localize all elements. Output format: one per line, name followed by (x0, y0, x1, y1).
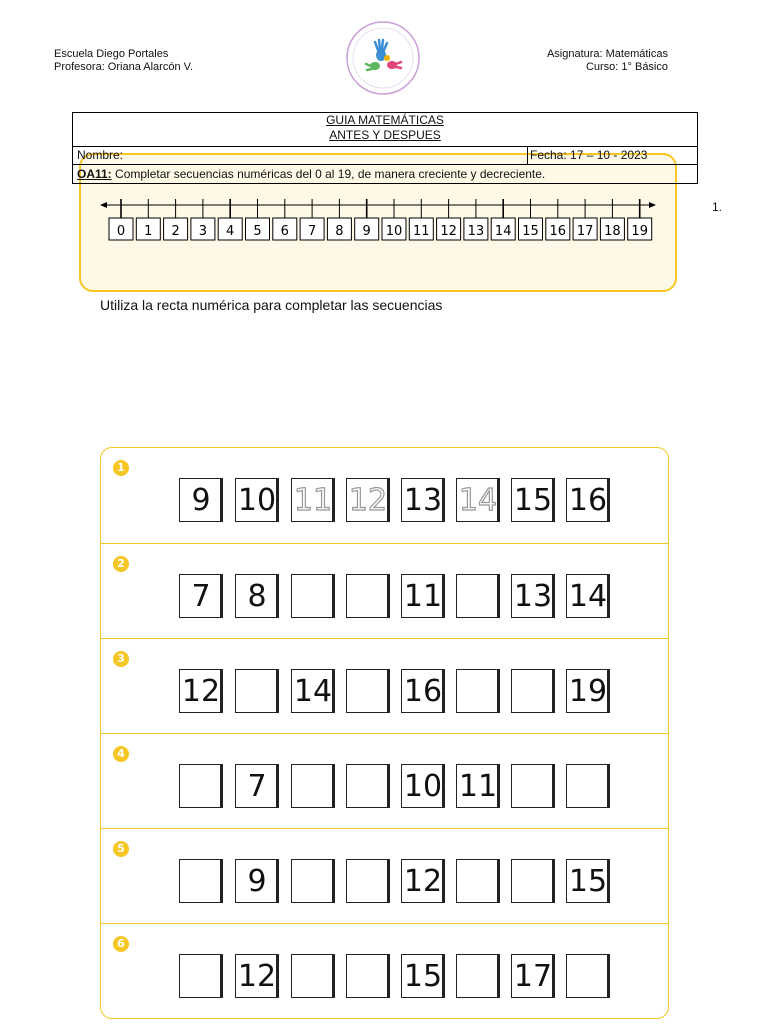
objective-code: OA11: (77, 167, 112, 181)
exercise-row (101, 448, 668, 543)
course-info (540, 48, 668, 74)
number-line-label: 2 (171, 224, 180, 239)
arrow-left-icon (100, 202, 107, 208)
answer-box[interactable] (456, 859, 500, 903)
answer-box[interactable] (511, 859, 555, 903)
given-number-box: 12 (179, 669, 223, 713)
answer-box[interactable] (456, 669, 500, 713)
exercise-row (101, 828, 668, 924)
number-line-label: 14 (494, 224, 512, 239)
teacher-name: Profesora: Oriana Alarcón V. (54, 61, 194, 73)
given-number-box: 12 (401, 859, 445, 903)
given-number-box: 7 (235, 764, 279, 808)
number-line-label: 18 (604, 224, 621, 239)
number-line-label: 10 (385, 224, 403, 239)
instruction-text: Utiliza la recta numérica para completar las secuencias (100, 297, 443, 313)
number-line-label: 11 (413, 224, 430, 239)
given-number-box: 12 (235, 954, 279, 998)
guide-header-table (72, 112, 698, 184)
given-number-box: 15 (566, 859, 610, 903)
answer-box[interactable] (346, 764, 390, 808)
answer-box[interactable] (566, 764, 610, 808)
answer-box[interactable] (291, 859, 335, 903)
answer-box[interactable] (179, 764, 223, 808)
number-line-label: 7 (307, 224, 317, 239)
exercise-row (101, 923, 668, 1019)
number-line-label: 8 (335, 224, 344, 239)
trace-number-box[interactable]: 11 (291, 478, 335, 522)
answer-box[interactable] (566, 954, 610, 998)
exercise-number-badge: 6 (113, 936, 129, 952)
given-number-box: 16 (566, 478, 610, 522)
name-row (73, 147, 697, 165)
school-name: Escuela Diego Portales (54, 48, 169, 60)
number-line-label: 13 (467, 224, 485, 239)
exercise-number-badge: 4 (113, 746, 129, 762)
answer-box[interactable] (291, 574, 335, 618)
given-number-box: 14 (566, 574, 610, 618)
answer-box[interactable] (291, 954, 335, 998)
guide-title: GUIA MATEMÁTICAS (326, 113, 444, 127)
date-label: Fecha: 17 – 10 - 2023 (527, 147, 698, 164)
school-info (54, 48, 193, 74)
answer-box[interactable] (179, 954, 223, 998)
given-number-box: 9 (179, 478, 223, 522)
number-line-label: 16 (549, 224, 567, 239)
given-number-box: 11 (456, 764, 500, 808)
exercise-panel (100, 447, 669, 1019)
trace-number-box[interactable]: 14 (456, 478, 500, 522)
number-line-label: 9 (362, 224, 371, 239)
given-number-box: 11 (401, 574, 445, 618)
item-number: 1. (712, 200, 723, 214)
number-line-label: 15 (522, 224, 539, 239)
arrow-right-icon (649, 202, 656, 208)
given-number-box: 13 (511, 574, 555, 618)
exercise-row (101, 733, 668, 829)
number-line-label: 0 (116, 224, 126, 239)
answer-box[interactable] (235, 669, 279, 713)
given-number-box: 7 (179, 574, 223, 618)
objective-text: Completar secuencias numéricas del 0 al 19, de manera creciente y decreciente. (115, 167, 546, 181)
answer-box[interactable] (179, 859, 223, 903)
answer-box[interactable] (346, 859, 390, 903)
given-number-box: 13 (401, 478, 445, 522)
exercise-row (101, 638, 668, 734)
given-number-box: 14 (291, 669, 335, 713)
exercise-number-badge: 3 (113, 651, 129, 667)
exercise-number-badge: 5 (113, 841, 129, 857)
grade: Curso: 1° Básico (585, 61, 668, 73)
number-line-label: 3 (198, 224, 208, 239)
number-line-label: 19 (631, 224, 648, 239)
name-label[interactable]: Nombre: (77, 148, 124, 162)
exercise-row (101, 543, 668, 639)
given-number-box: 10 (401, 764, 445, 808)
given-number-box: 17 (511, 954, 555, 998)
given-number-box: 8 (235, 574, 279, 618)
school-logo (345, 20, 421, 96)
number-line-label: 6 (280, 224, 289, 239)
answer-box[interactable] (346, 669, 390, 713)
number-line-label: 1 (144, 224, 153, 239)
subject: Asignatura: Matemáticas (546, 48, 668, 60)
given-number-box: 19 (566, 669, 610, 713)
exercise-number-badge: 1 (113, 460, 129, 476)
answer-box[interactable] (456, 954, 500, 998)
guide-subtitle: ANTES Y DESPUES (329, 128, 441, 142)
given-number-box: 10 (235, 478, 279, 522)
guide-title-cell (73, 113, 697, 147)
objective-row (73, 165, 697, 183)
answer-box[interactable] (511, 669, 555, 713)
answer-box[interactable] (511, 764, 555, 808)
number-line-label: 5 (253, 224, 262, 239)
answer-box[interactable] (291, 764, 335, 808)
trace-number-box[interactable]: 12 (346, 478, 390, 522)
given-number-box: 15 (401, 954, 445, 998)
number-line-label: 12 (440, 224, 457, 239)
answer-box[interactable] (346, 574, 390, 618)
answer-box[interactable] (346, 954, 390, 998)
number-line-label: 17 (576, 224, 594, 239)
exercise-number-badge: 2 (113, 556, 129, 572)
given-number-box: 9 (235, 859, 279, 903)
given-number-box: 15 (511, 478, 555, 522)
number-line (80, 196, 680, 256)
given-number-box: 16 (401, 669, 445, 713)
number-line-label: 4 (226, 224, 235, 239)
answer-box[interactable] (456, 574, 500, 618)
